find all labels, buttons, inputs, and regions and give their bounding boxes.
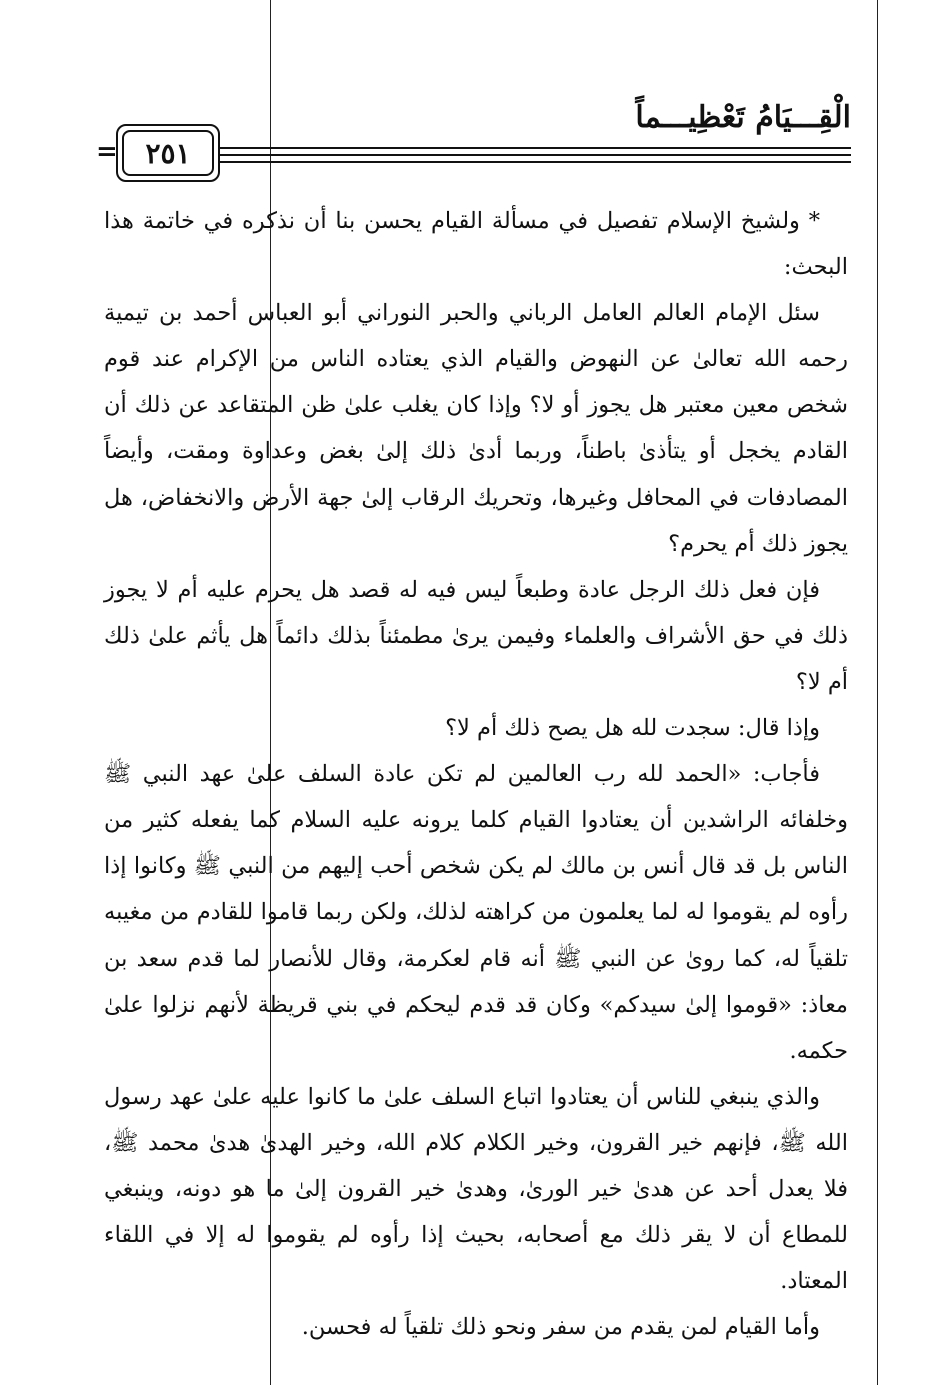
- page-number: ٢٥١: [122, 130, 214, 176]
- header-rule: [220, 147, 851, 149]
- header-rule: [220, 154, 851, 156]
- paragraph: سئل الإمام العالم العامل الرباني والحبر النوراني أبو العباس أحمد بن تيمية رحمه الله تعالىٰ عن النهوض والقيام الذي يعتاده الناس من الإكرام عند قوم شخص معين معتبر هل يجوز أو لا؟ وإذا كان يغلب علىٰ ظن المتقاعد عن ذلك أن القادم يخجل أو يتأذىٰ باطناً، وربما أدىٰ ذلك إلىٰ بغض وعداوة ومقت، وأيضاً المصادفات في المحافل وغيرها، وتحريك الرقاب إلىٰ جهة الأرض والانخفاض، هل يجوز ذلك أم يحرم؟: [104, 300, 848, 557]
- header-edge-mark: =: [96, 137, 118, 167]
- page-number-frame: [116, 124, 220, 182]
- paragraph: فإن فعل ذلك الرجل عادة وطبعاً ليس فيه له قصد هل يحرم عليه أم لا يجوز ذلك في حق الأشراف والعلماء وفيمن يرىٰ مطمئناً بذلك دائماً هل يأثم علىٰ ذلك أم لا؟: [104, 576, 848, 695]
- scan-edge-line: [877, 0, 878, 1385]
- paragraph: * ولشيخ الإسلام تفصيل في مسألة القيام يحسن بنا أن نذكره في خاتمة هذا البحث:: [104, 208, 848, 281]
- page-body: [104, 198, 848, 1350]
- paragraph: وأما القيام لمن يقدم من سفر ونحو ذلك تلقياً له فحسن.: [301, 1314, 820, 1341]
- running-title: الْقِـــيَامُ تَعْظِيـــماً: [635, 100, 851, 135]
- paragraph: والذي ينبغي للناس أن يعتادوا اتباع السلف علىٰ ما كانوا عليه علىٰ عهد رسول الله ﷺ، فإنهم خير القرون، وخير الكلام كلام الله، وخير الهدىٰ هدىٰ محمد ﷺ، فلا يعدل أحد عن هدىٰ خير الورىٰ، وهدىٰ خير القرون إلىٰ ما هو دونه، وينبغي للمطاع أن لا يقر ذلك مع أصحابه، بحيث إذا رأوه لم يقوموا له إلا في اللقاء المعتاد.: [104, 1083, 848, 1295]
- page-header: [96, 100, 851, 180]
- paragraph: وإذا قال: سجدت لله هل يصح ذلك أم لا؟: [445, 715, 820, 742]
- paragraph: فأجاب: «الحمد لله رب العالمين لم تكن عادة السلف علىٰ عهد النبي ﷺ وخلفائه الراشدين أن يعتادوا القيام كلما يرونه عليه السلام كما يفعله كثير من الناس بل قد قال أنس بن مالك لم يكن شخص أحب إليهم من النبي ﷺ وكانوا إذا رأوه لم يقوموا له لما يعلمون من كراهته لذلك، ولكن ربما قاموا للقادم من مغيبه تلقياً له، كما روىٰ عن النبي ﷺ أنه قام لعكرمة، وقال للأنصار لما قدم سعد بن معاذ: «قوموا إلىٰ سيدكم» وكان قد قدم ليحكم في بني قريظة لأنهم نزلوا علىٰ حكمه.: [104, 761, 848, 1064]
- header-rule: [220, 161, 851, 163]
